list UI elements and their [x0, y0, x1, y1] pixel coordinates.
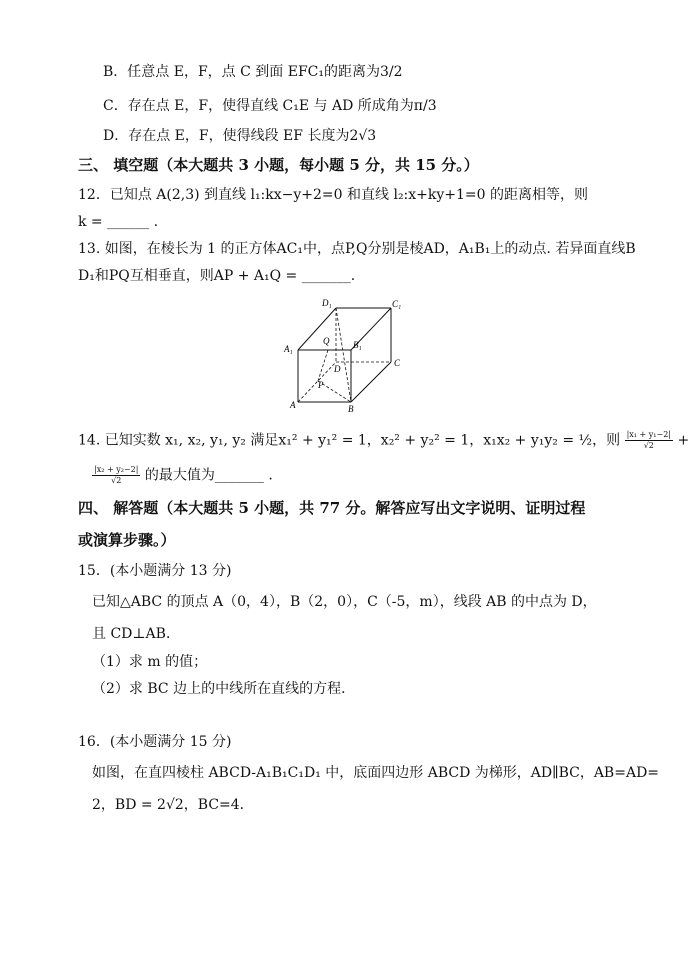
- label-P: P: [318, 380, 324, 390]
- q16-line2: 2，BD = 2√2，BC=4．: [92, 797, 254, 813]
- label-B1: B₁: [353, 340, 362, 350]
- q15-line2: 且 CD⊥AB．: [92, 626, 180, 642]
- q14-text: 14. 已知实数 x₁, x₂, y₁, y₂ 满足x₁² + y₁² = 1，x₂² + y₂² = 1，x₁x₂ + y₁y₂ = ½，则: [78, 432, 621, 449]
- frac1-numerator: |x₁ + y₁−2|: [626, 430, 671, 439]
- section-4-title-line1: 四、 解答题（本大题共 5 小题，共 77 分。解答应写出文字说明、证明过程: [78, 499, 586, 517]
- frac2-numerator: |x₂ + y₂−2|: [94, 465, 139, 474]
- frac1-denominator: √2: [643, 441, 654, 450]
- cube-figure: [278, 292, 413, 416]
- q13-line2: D₁和PQ互相垂直，则AP + A₁Q = _______.: [78, 268, 356, 284]
- label-D: D: [334, 364, 341, 374]
- q14-fraction-2: [92, 465, 140, 486]
- cube-diagram: [278, 292, 413, 416]
- q14-fraction-1: [625, 430, 673, 451]
- section-4-title-line2: 或演算步骤。）: [78, 531, 176, 549]
- label-A: A: [290, 400, 296, 410]
- label-D1: D₁: [322, 298, 332, 308]
- q14-line1: [78, 430, 689, 451]
- option-b: B．任意点 E，F，点 C 到面 EFC₁的距离为3/2: [103, 64, 403, 80]
- option-d: D．存在点 E，F，使得线段 EF 长度为2√3: [103, 128, 377, 144]
- q13-line1: 13. 如图，在棱长为 1 的正方体AC₁中，点P,Q分别是棱AD，A₁B₁上的动点. 若异面直线B: [78, 241, 636, 257]
- option-c: C．存在点 E，F，使得直线 C₁E 与 AD 所成角为π/3: [103, 98, 437, 114]
- label-C: C: [394, 358, 401, 368]
- q15-header: 15．(本小题满分 13 分): [78, 563, 232, 579]
- label-A1: A₁: [284, 344, 293, 354]
- q12-line1: 12．已知点 A(2,3) 到直线 l₁:kx−y+2=0 和直线 l₂:x+ky+1=0 的距离相等，则: [78, 187, 589, 203]
- q12-line2: k = ______ .: [78, 214, 159, 230]
- q15-part1: （1）求 m 的值；: [92, 654, 208, 670]
- q16-line1: 如图，在直四棱柱 ABCD-A₁B₁C₁D₁ 中，底面四边形 ABCD 为梯形，AD∥BC，AB=AD=: [92, 765, 660, 781]
- q15-part2: （2）求 BC 边上的中线所在直线的方程．: [92, 681, 356, 697]
- q16-header: 16．(本小题满分 15 分): [78, 734, 232, 750]
- q14-line2: [92, 465, 273, 486]
- q14-answer-text: 的最大值为_______ .: [144, 467, 273, 484]
- label-Q: Q: [323, 336, 330, 346]
- frac2-denominator: √2: [111, 476, 122, 485]
- section-3-title: 三、 填空题（本大题共 3 小题，每小题 5 分，共 15 分。）: [78, 156, 479, 174]
- label-B: B: [348, 404, 354, 414]
- q15-line1: 已知△ABC 的顶点 A（0，4），B（2，0），C（-5，m），线段 AB 的中点为 D，: [92, 594, 597, 610]
- label-C1: C₁: [392, 299, 402, 309]
- q14-plus: +: [677, 432, 689, 449]
